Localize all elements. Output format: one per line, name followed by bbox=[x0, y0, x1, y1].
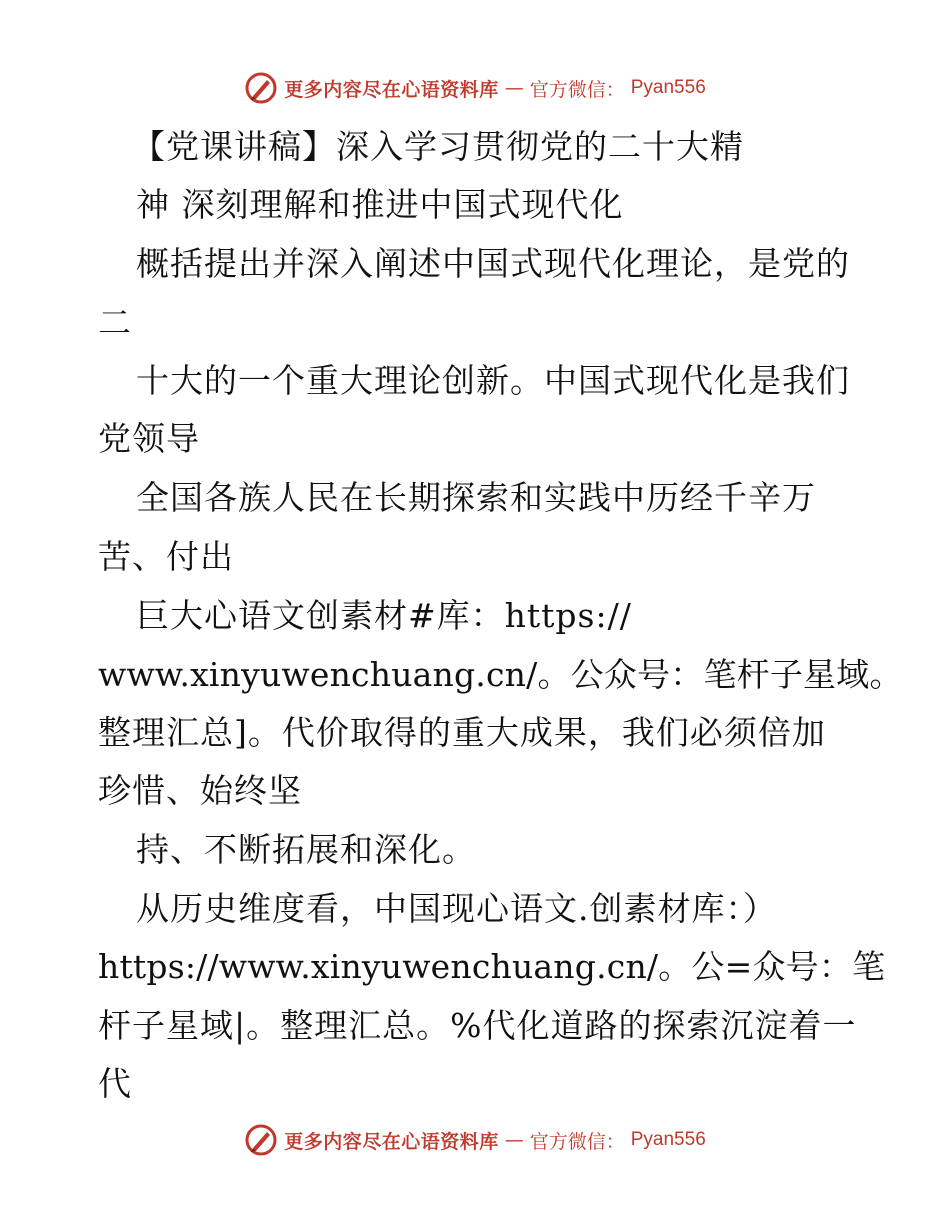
document-title-line-2: 神 深刻理解和推进中国式现代化 bbox=[136, 185, 624, 224]
watermark-wechat-label: 官方微信： bbox=[529, 1130, 625, 1153]
footer-watermark bbox=[0, 1120, 950, 1160]
body-line: 概括提出并深入阐述中国式现代化理论，是党的 bbox=[136, 244, 850, 283]
body-line: 二 bbox=[98, 303, 132, 342]
watermark-wechat-label: 官方微信： bbox=[529, 78, 625, 101]
body-line: 从历史维度看，中国现心语文.创素材库：） bbox=[136, 889, 777, 928]
pen-logo-icon bbox=[244, 1123, 278, 1157]
watermark-wechat-id: Pyan556 bbox=[630, 1129, 706, 1150]
body-line: https://www.xinyuwenchuang.cn/。公=众号：笔 bbox=[98, 947, 886, 986]
pen-logo-icon bbox=[244, 71, 278, 105]
body-line: 持、不断拓展和深化。 bbox=[136, 830, 476, 869]
document-title-line-1: 【党课讲稿】深入学习贯彻党的二十大精 bbox=[132, 127, 744, 166]
watermark-separator: — bbox=[504, 1129, 524, 1151]
watermark-brand: 更多内容尽在心语资料库 bbox=[284, 1130, 499, 1153]
body-line: 全国各族人民在长期探索和实践中历经千辛万 bbox=[136, 478, 816, 517]
body-line: 整理汇总]。代价取得的重大成果，我们必须倍加 bbox=[98, 713, 826, 752]
body-line: 十大的一个重大理论创新。中国式现代化是我们 bbox=[136, 361, 850, 400]
body-line: www.xinyuwenchuang.cn/。公众号：笔杆子星域。 bbox=[98, 655, 903, 694]
body-line: 珍惜、始终坚 bbox=[98, 771, 302, 810]
body-line: 党领导 bbox=[98, 419, 200, 458]
body-line: 杆子星域|。整理汇总。%代化道路的探索沉淀着一 bbox=[98, 1006, 857, 1045]
watermark-brand: 更多内容尽在心语资料库 bbox=[284, 78, 499, 101]
header-watermark bbox=[0, 68, 950, 108]
body-line: 巨大心语文创素材#库：https:// bbox=[136, 596, 632, 635]
body-line: 代 bbox=[98, 1064, 132, 1103]
body-line: 苦、付出 bbox=[98, 537, 234, 576]
watermark-wechat-id: Pyan556 bbox=[630, 77, 706, 98]
watermark-separator: — bbox=[504, 77, 524, 99]
